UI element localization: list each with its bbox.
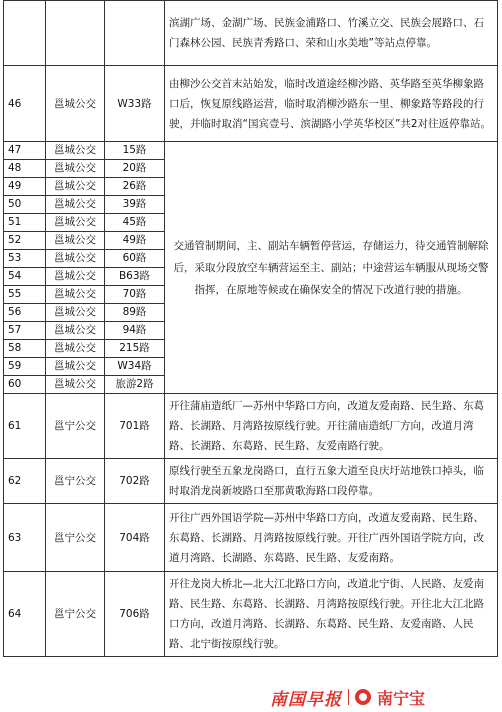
cell-route: 45路	[105, 214, 165, 232]
app-name: 南宁宝	[377, 688, 426, 708]
cell-route: 215路	[105, 340, 165, 358]
cell-no: 47	[4, 142, 46, 160]
cell-no: 64	[4, 572, 46, 657]
cell-company: 邕城公交	[46, 196, 105, 214]
cell-route: B63路	[105, 268, 165, 286]
watermark-divider	[348, 689, 349, 705]
table-row	[4, 1, 498, 66]
cell-route: 60路	[105, 250, 165, 268]
cell-company: 邕城公交	[46, 160, 105, 178]
cell-company: 邕城公交	[46, 214, 105, 232]
cell-route: 702路	[105, 459, 165, 504]
cell-route	[105, 1, 165, 66]
cell-company: 邕宁公交	[46, 572, 105, 657]
table-row	[4, 459, 498, 504]
cell-desc: 滨湖广场、金湖广场、民族金浦路口、竹溪立交、民族会展路口、石门森林公园、民族青秀路口、荣和山水美地”等站点停靠。	[165, 1, 498, 66]
cell-route: 701路	[105, 394, 165, 459]
watermark	[270, 686, 425, 708]
cell-route: 70路	[105, 286, 165, 304]
cell-no: 61	[4, 394, 46, 459]
cell-no: 52	[4, 232, 46, 250]
cell-company: 邕城公交	[46, 322, 105, 340]
cell-no: 51	[4, 214, 46, 232]
cell-route: 旅游2路	[105, 376, 165, 394]
cell-company: 邕城公交	[46, 358, 105, 376]
cell-company: 邕宁公交	[46, 504, 105, 572]
cell-company: 邕城公交	[46, 286, 105, 304]
cell-company: 邕城公交	[46, 376, 105, 394]
cell-desc: 开往广西外国语学院—苏州中华路口方向，改道友爱南路、民生路、东葛路、长湖路、月湾路按原线行驶。开往广西外国语学院方向，改道月湾路、长湖路、东葛路、民生路、友爱南路。	[165, 504, 498, 572]
cell-no: 56	[4, 304, 46, 322]
cell-desc: 开往蒲庙造纸厂—苏州中华路口方向，改道友爱南路、民生路、东葛路、长湖路、月湾路按原线行驶。开往蒲庙造纸厂方向，改道月湾路、长湖路、东葛路、民生路、友爱南路行驶。	[165, 394, 498, 459]
cell-route: 26路	[105, 178, 165, 196]
cell-no: 49	[4, 178, 46, 196]
cell-no: 57	[4, 322, 46, 340]
newspaper-logo: 南国早报	[270, 689, 342, 710]
cell-company: 邕城公交	[46, 178, 105, 196]
cell-route: 20路	[105, 160, 165, 178]
table-row	[4, 572, 498, 657]
cell-no: 58	[4, 340, 46, 358]
app-logo-icon	[355, 689, 371, 705]
table-row	[4, 504, 498, 572]
cell-no: 53	[4, 250, 46, 268]
cell-route: 89路	[105, 304, 165, 322]
cell-no	[4, 1, 46, 66]
table-row	[4, 394, 498, 459]
cell-route: W34路	[105, 358, 165, 376]
cell-company: 邕城公交	[46, 268, 105, 286]
cell-desc-merged: 交通管制期间，主、副站车辆暂停营运，存储运力，待交通管制解除后，采取分段放空车辆营运至主、副站；中途营运车辆服从现场交警指挥，在原地等候或在确保安全的情况下改道行驶的措施。	[165, 142, 498, 394]
cell-company: 邕城公交	[46, 232, 105, 250]
cell-desc: 原线行驶至五象龙岗路口，直行五象大道至良庆圩站地铁口掉头，临时取消龙岗新坡路口至那黄歌海路口段停靠。	[165, 459, 498, 504]
cell-company: 邕城公交	[46, 250, 105, 268]
cell-company	[46, 1, 105, 66]
cell-no: 46	[4, 66, 46, 142]
cell-no: 48	[4, 160, 46, 178]
cell-company: 邕城公交	[46, 66, 105, 142]
cell-route: 706路	[105, 572, 165, 657]
cell-company: 邕宁公交	[46, 459, 105, 504]
cell-company: 邕宁公交	[46, 394, 105, 459]
cell-no: 50	[4, 196, 46, 214]
cell-route: W33路	[105, 66, 165, 142]
cell-no: 59	[4, 358, 46, 376]
cell-company: 邕城公交	[46, 142, 105, 160]
cell-desc: 由柳沙公交首末站始发，临时改道途经柳沙路、英华路至英华柳象路口后，恢复原线路运营，临时取消柳沙路东一里、柳象路等路段的行驶，并临时取消“国宾壹号、滨湖路小学英华校区”共2对往返停靠站。	[165, 66, 498, 142]
cell-no: 55	[4, 286, 46, 304]
cell-no: 63	[4, 504, 46, 572]
cell-no: 54	[4, 268, 46, 286]
table-row	[4, 142, 498, 160]
cell-route: 15路	[105, 142, 165, 160]
cell-route: 49路	[105, 232, 165, 250]
cell-route: 94路	[105, 322, 165, 340]
cell-route: 704路	[105, 504, 165, 572]
cell-no: 60	[4, 376, 46, 394]
cell-route: 39路	[105, 196, 165, 214]
cell-company: 邕城公交	[46, 304, 105, 322]
cell-company: 邕城公交	[46, 340, 105, 358]
cell-desc: 开往龙岗大桥北—北大江北路口方向，改道北宁街、人民路、友爱南路、民生路、东葛路、长湖路、月湾路按原线行驶。开往北大江北路口方向，改道月湾路、长湖路、东葛路、民生路、友爱南路、人民路、北宁街按原线行驶。	[165, 572, 498, 657]
bus-route-table	[3, 0, 498, 657]
table-row	[4, 66, 498, 142]
cell-no: 62	[4, 459, 46, 504]
